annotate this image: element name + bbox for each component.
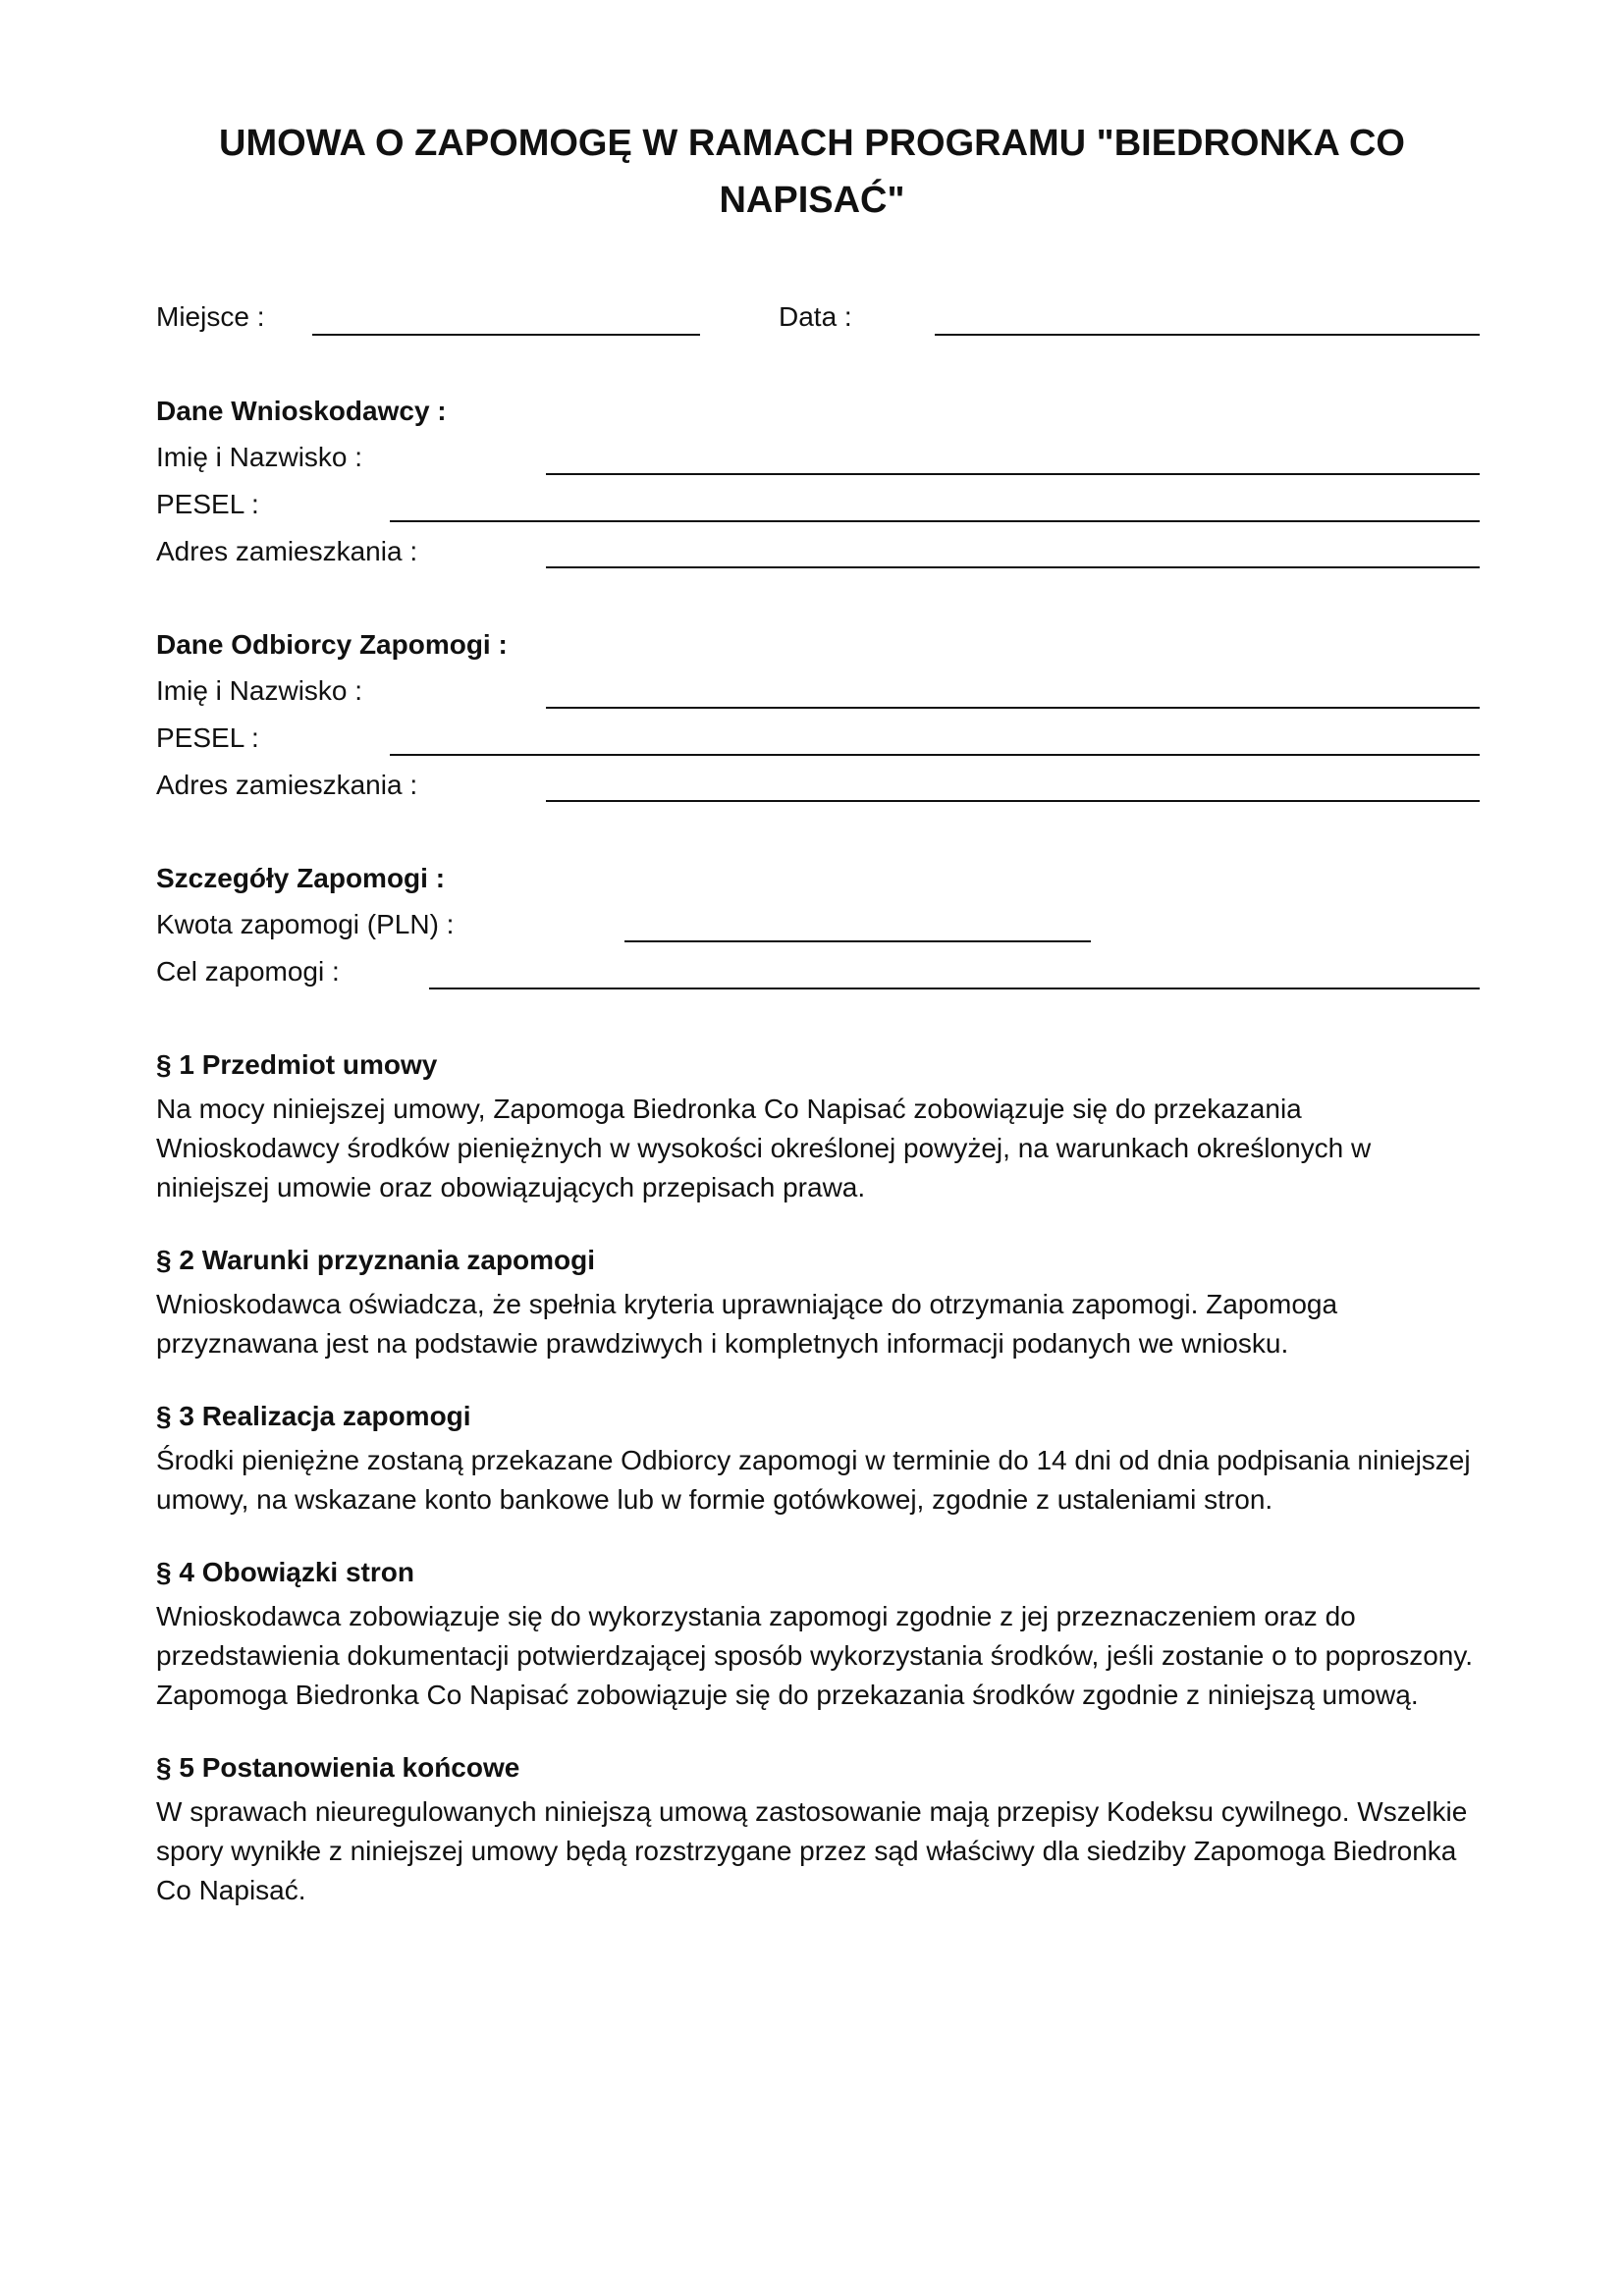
section-3-text: Środki pieniężne zostaną przekazane Odbiorcy zapomogi w terminie do 14 dni od dnia podpisania niniejszej umowy, na wskazane konto bankowe lub w formie gotówkowej, zgodnie z ustaleniami stron. (156, 1445, 1471, 1515)
place-label: Miejsce : (156, 301, 265, 332)
recipient-name-label: Imię i Nazwisko : (156, 675, 363, 706)
applicant-address-field[interactable] (546, 566, 1480, 568)
recipient-heading: Dane Odbiorcy Zapomogi : (156, 629, 508, 660)
section-4-text: Wnioskodawca zobowiązuje się do wykorzystania zapomogi zgodnie z jej przeznaczeniem oraz do przedstawienia dokumentacji potwierdzającej sposób wykorzystania środków, jeśli zostanie o to poproszony. Zapomoga Biedronka Co Napisać zobowiązuje się do przekazania środków zgodnie z niniejszą umową. (156, 1601, 1474, 1710)
recipient-address-label: Adres zamieszkania : (156, 770, 418, 800)
purpose-field[interactable] (429, 988, 1480, 989)
amount-field[interactable] (624, 940, 1091, 942)
section-5-heading: § 5 Postanowienia końcowe (156, 1752, 520, 1783)
section-1-text: Na mocy niniejszej umowy, Zapomoga Biedronka Co Napisać zobowiązuje się do przekazania Wnioskodawcy środków pieniężnych w wysokości określonej powyżej, na warunkach określonych w niniejszej umowie oraz obowiązujących przepisach prawa. (156, 1094, 1372, 1202)
section-3-heading: § 3 Realizacja zapomogi (156, 1401, 471, 1431)
applicant-pesel-label: PESEL : (156, 489, 259, 519)
recipient-pesel-label: PESEL : (156, 722, 259, 753)
applicant-address-label: Adres zamieszkania : (156, 536, 418, 566)
section-4-heading: § 4 Obowiązki stron (156, 1557, 414, 1587)
recipient-name-field[interactable] (546, 707, 1480, 709)
section-1-heading: § 1 Przedmiot umowy (156, 1049, 438, 1080)
section-2-text: Wnioskodawca oświadcza, że spełnia kryteria uprawniające do otrzymania zapomogi. Zapomoga przyznawana jest na podstawie prawdziwych i kompletnych informacji podanych we wniosku. (156, 1289, 1338, 1359)
date-field[interactable] (935, 334, 1480, 336)
details-heading: Szczegóły Zapomogi : (156, 863, 446, 893)
recipient-pesel-field[interactable] (390, 754, 1480, 756)
amount-label: Kwota zapomogi (PLN) : (156, 909, 455, 939)
section-5-text: W sprawach nieuregulowanych niniejszą umową zastosowanie mają przepisy Kodeksu cywilnego. Wszelkie spory wynikłe z niniejszej umowy będą rozstrzygane przez sąd właściwy dla siedziby Zapomoga Biedronka Co Napisać. (156, 1796, 1468, 1905)
purpose-label: Cel zapomogi : (156, 956, 340, 987)
section-2-heading: § 2 Warunki przyznania zapomogi (156, 1245, 596, 1275)
document-title: UMOWA O ZAPOMOGĘ W RAMACH PROGRAMU "BIEDRONKA CO NAPISAĆ" (219, 123, 1405, 221)
date-label: Data : (779, 301, 852, 332)
recipient-address-field[interactable] (546, 800, 1480, 802)
applicant-name-field[interactable] (546, 473, 1480, 475)
applicant-heading: Dane Wnioskodawcy : (156, 396, 447, 426)
applicant-pesel-field[interactable] (390, 520, 1480, 522)
applicant-name-label: Imię i Nazwisko : (156, 442, 363, 472)
place-field[interactable] (312, 334, 700, 336)
